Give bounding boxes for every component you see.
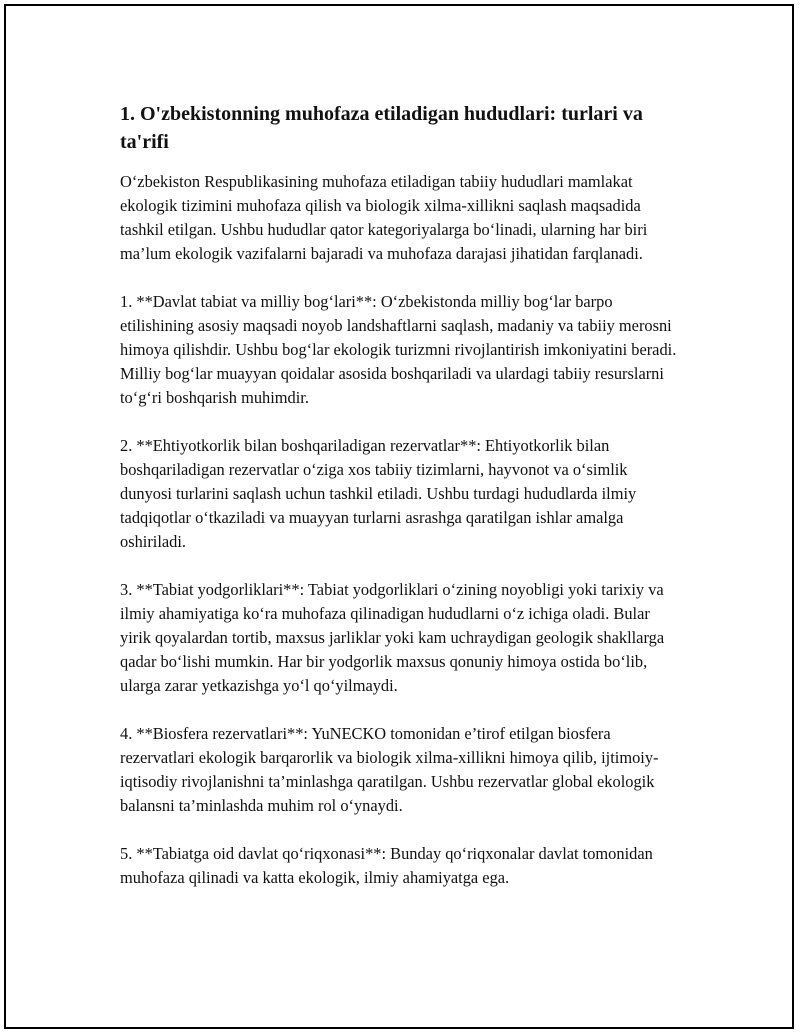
intro-paragraph: O‘zbekiston Respublikasining muhofaza etiladigan tabiiy hududlari mamlakat ekologik tizimini muhofaza qilish va biologik xilma-xillikni saqlash maqsadida tashkil etilgan. Ushbu hududlar qator kategoriyalarga bo‘linadi, ularning har biri ma’lum ekologik vazifalarni bajaradi va muhofaza darajasi jihatidan farqlanadi. xyxy=(120,172,648,263)
paragraph-national-parks: 1. **Davlat tabiat va milliy bog‘lari**: O‘zbekistonda milliy bog‘lar barpo etilishining asosiy maqsadi noyob landshaftlarni saqlash, madaniy va tabiiy merosni himoya qilishdir. Ushbu bog‘lar ekologik turizmni rivojlantirish imkoniyatini beradi. Milliy bog‘lar muayyan qoidalar asosida boshqariladi va ulardagi tabiiy resurslarni to‘g‘ri boshqarish muhimdir. xyxy=(120,292,677,407)
paragraph-managed-reserves: 2. **Ehtiyotkorlik bilan boshqariladigan rezervatlar**: Ehtiyotkorlik bilan boshqariladigan rezervatlar o‘ziga xos tabiiy tizimlarni, hayvonot va o‘simlik dunyosi turlarini saqlash uchun tashkil etiladi. Ushbu turdagi hududlarda ilmiy tadqiqotlar o‘tkaziladi va muayyan turlarni asrashga qaratilgan ishlar amalga oshiriladi. xyxy=(120,436,637,551)
paragraph-natural-monuments: 3. **Tabiat yodgorliklari**: Tabiat yodgorliklari o‘zining noyobligi yoki tarixiy va ilmiy ahamiyatiga ko‘ra muhofaza qilinadigan hududlarni o‘z ichiga oladi. Bular yirik qoyalardan tortib, maxsus jarliklar yoki kam uchraydigan geologik shakllarga qadar bo‘lishi mumkin. Har bir yodgorlik maxsus qonuniy himoya ostida bo‘lib, ularga zarar yetkazishga yo‘l qo‘yilmaydi. xyxy=(120,580,665,695)
paragraph-biosphere-reserves: 4. **Biosfera rezervatlari**: YuNECKO tomonidan e’tirof etilgan biosfera rezervatlari ekologik barqarorlik va biologik xilma-xillikni himoya qilib, ijtimoiy-iqtisodiy rivojlanishni ta’minlashga qaratilgan. Ushbu rezervatlar global ekologik balansni ta’minlashda muhim rol o‘ynaydi. xyxy=(120,724,659,815)
document-body xyxy=(120,100,680,914)
page-frame xyxy=(4,4,794,1029)
paragraph-state-reserve: 5. **Tabiatga oid davlat qo‘riqxonasi**: Bunday qo‘riqxonalar davlat tomonidan muhofaza qilinadi va katta ekologik, ilmiy ahamiyatga ega. xyxy=(120,844,653,887)
page-title: 1. O'zbekistonning muhofaza etiladigan hududlari: turlari va ta'rifi xyxy=(120,103,643,153)
